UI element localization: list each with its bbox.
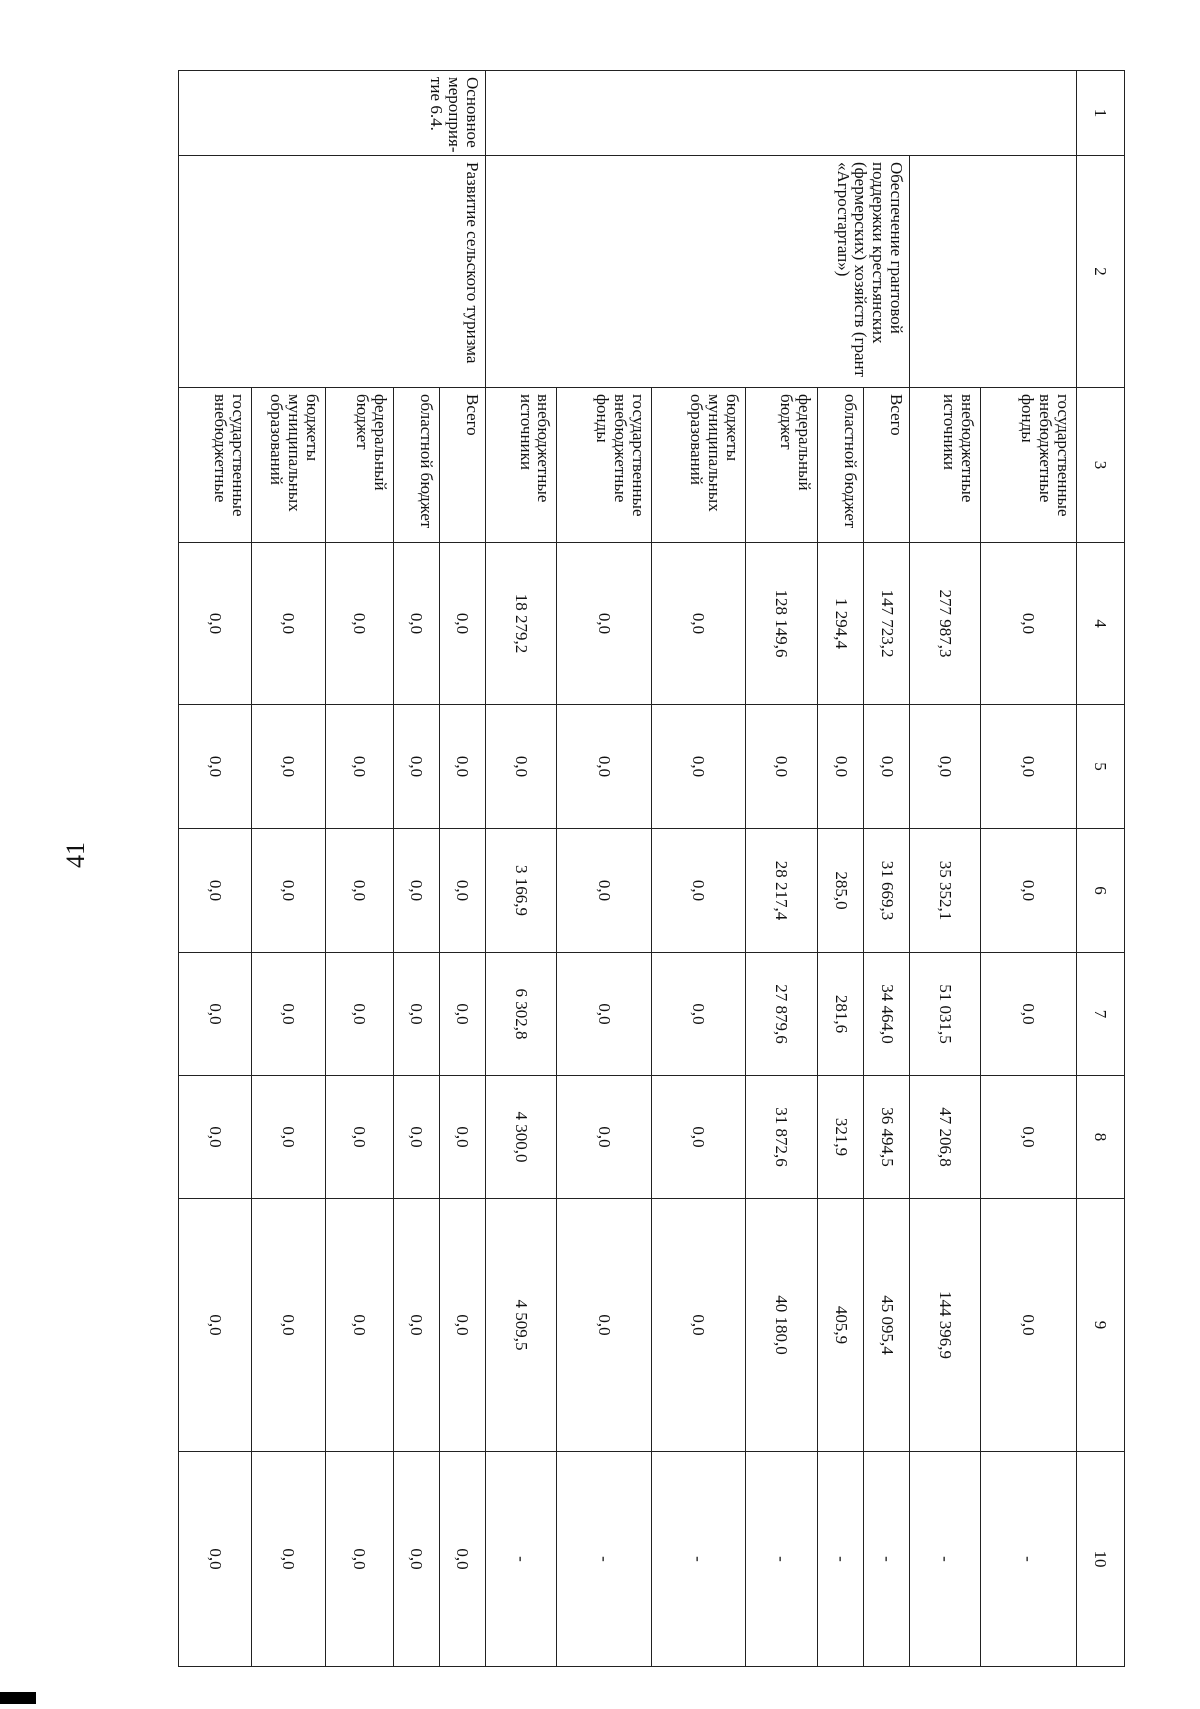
value-cell: 0,0 <box>251 705 325 829</box>
description-cell: Развитие сельского туризма <box>179 156 486 388</box>
value-cell: 0,0 <box>864 705 910 829</box>
value-cell: 0,0 <box>179 543 252 705</box>
activity-cell <box>485 71 1076 156</box>
funding-source-cell: областной бюджет <box>818 388 864 543</box>
value-cell: 0,0 <box>394 829 440 953</box>
value-cell: - <box>651 1452 745 1667</box>
value-cell: 0,0 <box>557 543 651 705</box>
value-cell: 0,0 <box>439 1199 485 1452</box>
rotated-table-container <box>178 70 1125 1666</box>
value-cell: 51 031,5 <box>910 953 981 1076</box>
value-cell: 0,0 <box>980 1199 1076 1452</box>
value-cell: 47 206,8 <box>910 1076 981 1199</box>
value-cell: 0,0 <box>439 953 485 1076</box>
funding-source-cell: Всего <box>864 388 910 543</box>
value-cell: 0,0 <box>325 543 393 705</box>
value-cell: 281,6 <box>818 953 864 1076</box>
value-cell: - <box>910 1452 981 1667</box>
table-header-row <box>1076 71 1124 1667</box>
value-cell: 144 396,9 <box>910 1199 981 1452</box>
header-cell-8: 8 <box>1076 1076 1124 1199</box>
value-cell: 34 464,0 <box>864 953 910 1076</box>
funding-source-cell: внебюджетные источники <box>910 388 981 543</box>
value-cell: 18 279,2 <box>485 543 557 705</box>
scan-edge-mark <box>0 1692 36 1704</box>
value-cell: 285,0 <box>818 829 864 953</box>
value-cell: 0,0 <box>251 829 325 953</box>
header-cell-10: 10 <box>1076 1452 1124 1667</box>
value-cell: 0,0 <box>980 829 1076 953</box>
table-row <box>864 71 910 1667</box>
funding-source-cell: государственные внебюджетные <box>179 388 252 543</box>
value-cell: 0,0 <box>251 1199 325 1452</box>
header-cell-4: 4 <box>1076 543 1124 705</box>
description-cell <box>910 156 1077 388</box>
value-cell: 0,0 <box>980 953 1076 1076</box>
value-cell: 0,0 <box>179 953 252 1076</box>
value-cell: 0,0 <box>557 953 651 1076</box>
value-cell: 0,0 <box>394 543 440 705</box>
value-cell: 0,0 <box>651 829 745 953</box>
value-cell: 128 149,6 <box>745 543 818 705</box>
value-cell: - <box>557 1452 651 1667</box>
header-cell-1: 1 <box>1076 71 1124 156</box>
value-cell: 0,0 <box>251 953 325 1076</box>
value-cell: 0,0 <box>439 543 485 705</box>
header-cell-9: 9 <box>1076 1199 1124 1452</box>
value-cell: 0,0 <box>394 705 440 829</box>
value-cell: 0,0 <box>818 705 864 829</box>
value-cell: 3 166,9 <box>485 829 557 953</box>
value-cell: 27 879,6 <box>745 953 818 1076</box>
value-cell: 4 300,0 <box>485 1076 557 1199</box>
funding-source-cell: федеральный бюджет <box>745 388 818 543</box>
value-cell: 28 217,4 <box>745 829 818 953</box>
value-cell: - <box>864 1452 910 1667</box>
value-cell: 277 987,3 <box>910 543 981 705</box>
value-cell: 0,0 <box>325 829 393 953</box>
funding-source-cell: государственные внебюджетные фонды <box>980 388 1076 543</box>
funding-source-cell: бюджеты муниципальных образований <box>651 388 745 543</box>
value-cell: 0,0 <box>325 1452 393 1667</box>
header-cell-2: 2 <box>1076 156 1124 388</box>
table-row <box>439 71 485 1667</box>
value-cell: 0,0 <box>557 1199 651 1452</box>
value-cell: 0,0 <box>251 1076 325 1199</box>
page-number: 41 <box>61 842 90 868</box>
value-cell: 0,0 <box>394 1452 440 1667</box>
value-cell: 36 494,5 <box>864 1076 910 1199</box>
value-cell: 0,0 <box>439 705 485 829</box>
value-cell: 0,0 <box>394 1076 440 1199</box>
value-cell: 40 180,0 <box>745 1199 818 1452</box>
value-cell: 0,0 <box>651 705 745 829</box>
value-cell: 0,0 <box>651 1199 745 1452</box>
value-cell: 0,0 <box>557 829 651 953</box>
table-row <box>980 71 1076 1667</box>
funding-source-cell: федеральный бюджет <box>325 388 393 543</box>
value-cell: 0,0 <box>251 543 325 705</box>
value-cell: 0,0 <box>325 953 393 1076</box>
value-cell: - <box>818 1452 864 1667</box>
value-cell: 0,0 <box>394 1199 440 1452</box>
value-cell: 0,0 <box>325 1076 393 1199</box>
value-cell: 31 872,6 <box>745 1076 818 1199</box>
value-cell: 6 302,8 <box>485 953 557 1076</box>
value-cell: 4 509,5 <box>485 1199 557 1452</box>
value-cell: 0,0 <box>179 1199 252 1452</box>
funding-source-cell: бюджеты муниципальных образований <box>251 388 325 543</box>
value-cell: 0,0 <box>745 705 818 829</box>
value-cell: 31 669,3 <box>864 829 910 953</box>
value-cell: 0,0 <box>251 1452 325 1667</box>
value-cell: 0,0 <box>651 953 745 1076</box>
value-cell: 35 352,1 <box>910 829 981 953</box>
value-cell: 405,9 <box>818 1199 864 1452</box>
value-cell: 147 723,2 <box>864 543 910 705</box>
value-cell: 0,0 <box>325 705 393 829</box>
value-cell: 0,0 <box>439 829 485 953</box>
value-cell: 0,0 <box>179 705 252 829</box>
value-cell: 0,0 <box>651 543 745 705</box>
description-cell: Обеспечение грантовой поддержки крестьянских (фермерских) хозяйств (грант «Агростартап») <box>485 156 909 388</box>
value-cell: 0,0 <box>325 1199 393 1452</box>
budget-table <box>178 70 1125 1667</box>
value-cell: 0,0 <box>910 705 981 829</box>
value-cell: - <box>485 1452 557 1667</box>
activity-cell: Основное мероприя-тие 6.4. <box>179 71 486 156</box>
funding-source-cell: государственные внебюджетные фонды <box>557 388 651 543</box>
value-cell: 0,0 <box>439 1452 485 1667</box>
value-cell: 0,0 <box>980 705 1076 829</box>
value-cell: 1 294,4 <box>818 543 864 705</box>
header-cell-3: 3 <box>1076 388 1124 543</box>
value-cell: 0,0 <box>557 1076 651 1199</box>
value-cell: - <box>745 1452 818 1667</box>
header-cell-6: 6 <box>1076 829 1124 953</box>
value-cell: 0,0 <box>439 1076 485 1199</box>
value-cell: 0,0 <box>980 1076 1076 1199</box>
value-cell: 0,0 <box>179 1452 252 1667</box>
value-cell: 0,0 <box>179 1076 252 1199</box>
value-cell: 0,0 <box>557 705 651 829</box>
value-cell: 0,0 <box>179 829 252 953</box>
funding-source-cell: внебюджетные источники <box>485 388 557 543</box>
header-cell-7: 7 <box>1076 953 1124 1076</box>
value-cell: 0,0 <box>980 543 1076 705</box>
value-cell: 321,9 <box>818 1076 864 1199</box>
value-cell: 0,0 <box>651 1076 745 1199</box>
value-cell: - <box>980 1452 1076 1667</box>
funding-source-cell: областной бюджет <box>394 388 440 543</box>
value-cell: 0,0 <box>394 953 440 1076</box>
value-cell: 0,0 <box>485 705 557 829</box>
header-cell-5: 5 <box>1076 705 1124 829</box>
value-cell: 45 095,4 <box>864 1199 910 1452</box>
funding-source-cell: Всего <box>439 388 485 543</box>
